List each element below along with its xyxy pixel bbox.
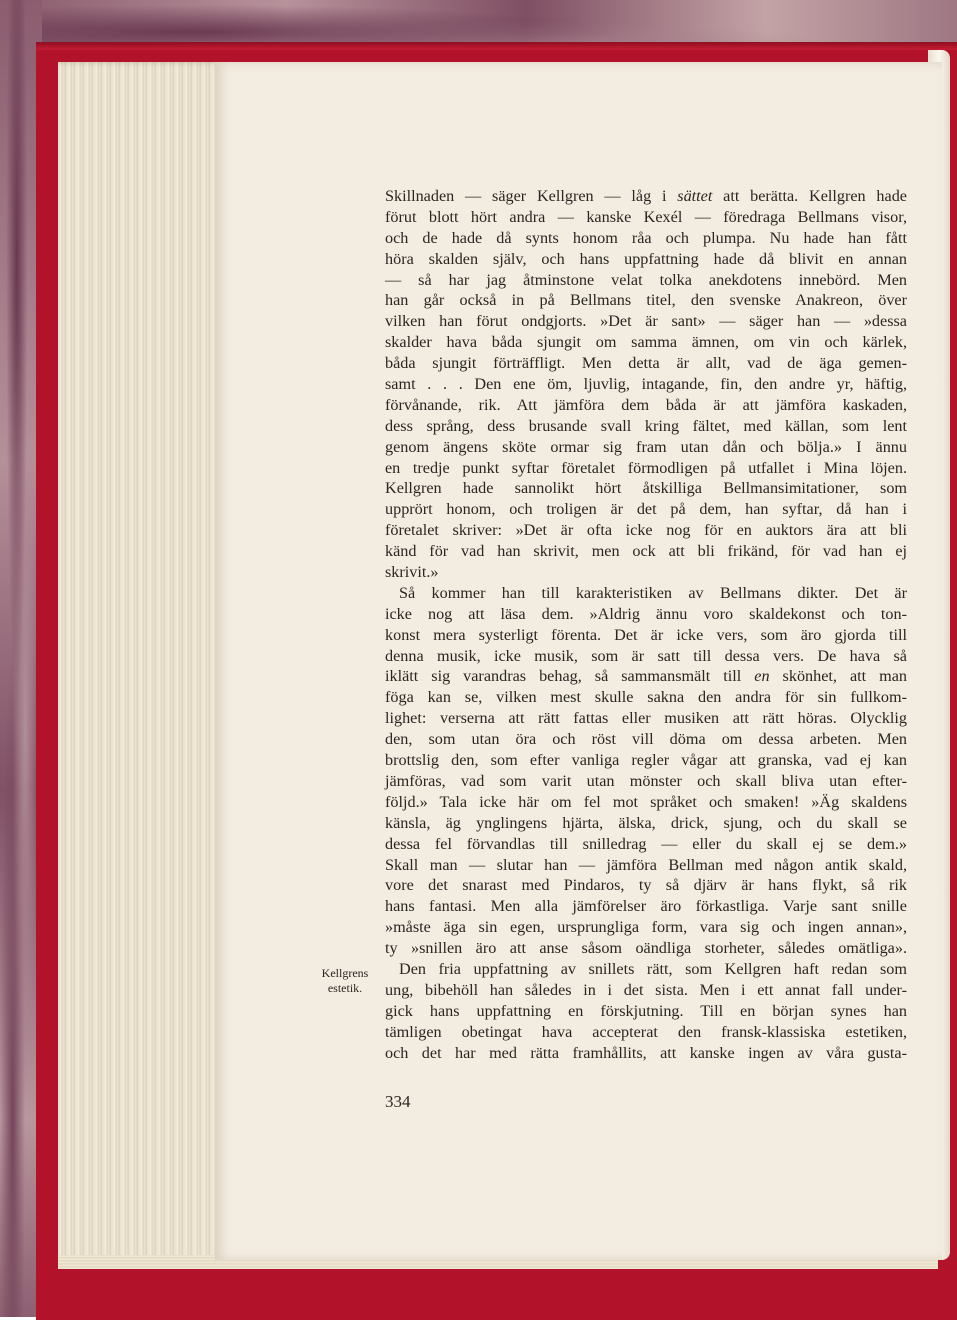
text-line-part: dessa fel förvandlas till snilledrag — eller du skall ej se dem.» — [385, 834, 907, 853]
text-line — [385, 1043, 907, 1064]
text-line-part: företalet skriver: »Det är ofta icke nog för en auktors ära att bli — [385, 521, 907, 540]
text-line — [385, 207, 907, 228]
text-line-part: vilken han förut ondgjorts. »Det är sant» — säger han — »dessa — [385, 312, 907, 331]
text-line-part: skönhet, att man — [769, 667, 907, 686]
text-line — [385, 395, 907, 416]
text-line-part: dess språng, dess brusande svall kring fältet, med källan, som lent — [385, 416, 907, 435]
text-line — [385, 562, 907, 583]
text-emphasis: en — [754, 667, 770, 686]
text-line-part: ty »snillen äro att anse såsom oändliga storheter, således omätliga». — [385, 939, 907, 958]
text-line — [385, 290, 907, 311]
text-line-part: föga kan se, vilken mest skulle sakna den andra för sin fullkom- — [385, 688, 907, 707]
text-line-part: jämföras, vad som varit utan mönster och skall bliva utan efter- — [385, 771, 907, 790]
text-line-part: höra skalden själv, och hans uppfattning hade då blivit en annan — [385, 249, 907, 268]
text-line — [385, 437, 907, 458]
text-line — [385, 458, 907, 479]
text-line-part: Skillnaden — säger Kellgren — låg i — [385, 187, 678, 205]
text-line — [385, 604, 907, 625]
page-edges — [58, 62, 223, 1267]
text-line — [385, 353, 907, 374]
text-line-part: genom ängens sköte ormar sig fram utan dån och bölja.» I ännu — [385, 437, 907, 456]
text-line-part: Kellgren hade sannolikt hört åtskilliga Bellmansimitationer, som — [385, 479, 907, 498]
text-line-part: och de hade då synts honom råa och plumpa. Nu hade han fått — [385, 228, 907, 247]
text-line — [385, 541, 907, 562]
text-emphasis: sättet — [677, 187, 713, 205]
text-line-part: iklätt sig varandras behag, så sammansmält till — [385, 667, 755, 686]
text-line — [385, 687, 907, 708]
text-line — [385, 980, 907, 1001]
text-line-part: han går också in på Bellmans titel, den svenske Anakreon, över — [385, 291, 907, 310]
text-line-part: konst mera systerligt förenta. Det är icke vers, som äro gjorda till — [385, 625, 907, 644]
text-line — [385, 646, 907, 667]
text-line-part: lighet: verserna att rätt fattas eller musiken att rätt höras. Olycklig — [385, 709, 907, 728]
text-line-part: Den fria uppfattning av snillets rätt, som Kellgren haft redan som — [399, 959, 907, 978]
text-line — [385, 625, 907, 646]
text-line-part: — så har jag åtminstone velat tolka anekdotens innebörd. Men — [385, 270, 907, 289]
text-line — [385, 1001, 907, 1022]
text-line-part: gick hans uppfattning en förskjutning. Till en början synes han — [385, 1001, 907, 1020]
text-line-part: tämligen obetingat hava accepterat den fransk-klassiska estetiken, — [385, 1022, 907, 1041]
text-line-part: båda sjungit förträffligt. Men detta är allt, vad de äga gemen- — [385, 354, 907, 373]
text-line — [385, 520, 907, 541]
text-line — [385, 249, 907, 270]
text-line-part: en tredje punkt syftar företalet förmodligen på utfallet i Mina löjen. — [385, 458, 907, 477]
text-line-part: icke nog att läsa dem. »Aldrig ännu voro skaldekonst och ton- — [385, 604, 907, 623]
text-line — [385, 228, 907, 249]
text-line — [385, 666, 907, 687]
text-line — [385, 311, 907, 332]
text-line — [385, 855, 907, 876]
text-line — [385, 478, 907, 499]
text-line — [385, 416, 907, 437]
text-line — [385, 708, 907, 729]
text-line-part: »måste äga sin egen, ursprungliga form, vara sig och ingen annan», — [385, 918, 907, 937]
text-line — [385, 834, 907, 855]
text-line — [385, 583, 907, 604]
margin-note-line: Kellgrens — [321, 966, 369, 980]
text-line — [385, 270, 907, 291]
text-line-part: ung, bibehöll han således in i det sista. Men i ett annat fall under- — [385, 980, 907, 999]
text-line — [385, 332, 907, 353]
text-line — [385, 917, 907, 938]
text-line — [385, 1022, 907, 1043]
margin-note — [310, 966, 380, 996]
page-number: 334 — [385, 1092, 411, 1111]
text-line-part: och det har med rätta framhållits, att kanske ingen av våra gusta- — [385, 1043, 907, 1062]
text-line-part: hans fantasi. Men alla jämförelser äro förkastliga. Varje sant snille — [385, 897, 907, 916]
text-line-part: att berätta. Kellgren hade — [712, 187, 907, 205]
text-line-part: den, som utan öra och röst vill döma om dessa arbeten. Men — [385, 730, 907, 749]
text-line-part: Skall man — slutar han — jämföra Bellman med någon antik skald, — [385, 855, 907, 874]
text-line-part: förvånande, rik. Att jämföra dem båda är att jämföra kaskaden, — [385, 395, 907, 414]
text-line-part: känd för vad han skrivit, men ock att bli frikänd, för vad han ej — [385, 542, 907, 561]
text-line-part: skalder hava båda sjungit om samma ämnen, om vin och kärlek, — [385, 333, 907, 352]
text-line-part: förut blott hört andra — kanske Kexél — föredraga Bellmans visor, — [385, 207, 907, 226]
text-line-part: vore det snarast med Pindaros, ty så djärv är hans flykt, så rik — [385, 876, 907, 895]
text-line-part: skrivit.» — [385, 563, 439, 582]
text-line-part: denna musik, icke musik, som är satt till dessa vers. De hava så — [385, 646, 907, 665]
text-line — [385, 792, 907, 813]
text-line — [385, 750, 907, 771]
text-line-part: följd.» Tala icke här om fel mot språket och smaken! »Äg skaldens — [385, 792, 907, 811]
text-line — [385, 771, 907, 792]
text-line-part: Så kommer han till karakteristiken av Bellmans dikter. Det är — [399, 583, 907, 602]
text-line — [385, 938, 907, 959]
text-line-part: brottslig den, som efter vanliga regler vågar att granska, vad ej kan — [385, 751, 907, 770]
text-line — [385, 499, 907, 520]
text-line-part: samt . . . Den ene öm, ljuvlig, intagande, fin, den andre yr, häftig, — [385, 375, 907, 394]
text-line — [385, 186, 907, 207]
text-line-part: känsla, äg ynglingens hjärta, älska, drick, sjung, och du skall se — [385, 813, 907, 832]
text-line — [385, 875, 907, 896]
text-line — [385, 896, 907, 917]
body-text — [385, 186, 907, 1063]
text-line — [385, 729, 907, 750]
cover-edge — [36, 42, 957, 50]
text-line — [385, 959, 907, 980]
text-line-part: upprört honom, och troligen är det på dem, han syftar, då han i — [385, 500, 907, 519]
text-line — [385, 813, 907, 834]
text-line — [385, 374, 907, 395]
margin-note-line: estetik. — [327, 981, 363, 995]
